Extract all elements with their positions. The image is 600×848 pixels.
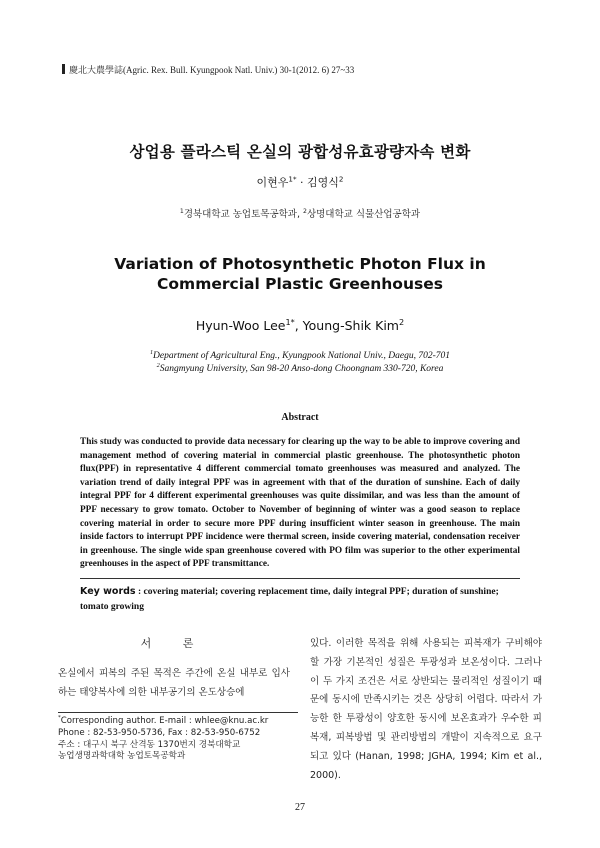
- korean-title: 상업용 플라스틱 온실의 광합성유효광량자속 변화: [129, 143, 471, 161]
- english-author-1: Hyun-Woo Lee: [195, 318, 286, 333]
- korean-affiliations: [0, 206, 600, 220]
- english-author-2-sup: 2: [398, 316, 405, 327]
- english-affil-2: Sangmyung University, San 98-20 Anso-dong Choongnam 330-720, Korea: [159, 364, 444, 374]
- footnote-line-1: [58, 716, 298, 728]
- english-authors: [0, 318, 600, 333]
- header-bar-mark: [62, 64, 65, 74]
- keywords: [80, 578, 520, 615]
- introduction-heading: 서 론: [140, 637, 208, 650]
- abstract-heading: Abstract: [281, 412, 319, 423]
- korean-authors: [0, 174, 600, 190]
- footnote-line-3: 주소 : 대구시 북구 산격동 1370번지 경북대학교: [58, 739, 241, 750]
- keywords-text: : covering material; covering replacement time, daily integral PPF; duration of sunshine; tomato growing: [80, 587, 499, 612]
- english-affil-1: Department of Agricultural Eng., Kyungpook National Univ., Daegu, 702-701: [153, 351, 451, 361]
- english-affil-line-2: [0, 363, 600, 376]
- korean-author-1-sup: 1*: [288, 174, 297, 184]
- english-affil-line-1: [0, 350, 600, 363]
- footnote-line-4: 농업생명과학대학 농업토목공학과: [58, 751, 186, 762]
- keywords-label: Key words: [80, 586, 136, 597]
- footnote-line-2: Phone : 82-53-950-5736, Fax : 82-53-950-6752: [58, 727, 261, 738]
- corresponding-author-footnote: [58, 712, 298, 763]
- english-author-1-sup: 1*: [285, 316, 295, 327]
- introduction-right-paragraph: 있다. 이러한 목적을 위해 사용되는 피복재가 구비해야 할 가장 기본적인 성질은 투광성과 보온성이다. 그러나 이 두 가지 조건은 서로 상반되는 물리적인 성질이기 때문에 동시에 만족시키는 것은 상당히 어렵다. 따라서 가능한 한 투광성이 양호한 동시에 보온효과가 우수한 피복재, 피복방법 및 관리방법의 개발이 지속적으로 요구되고 있다 (Hanan, 1998; JGHA, 1994; Kim et al., 2000).: [310, 638, 542, 781]
- english-author-2: Young-Shik Kim: [302, 318, 399, 333]
- korean-affil-1-sup: 1: [179, 207, 184, 215]
- english-affiliations: [0, 350, 600, 376]
- english-affil-2-sup: 2: [156, 362, 160, 369]
- english-affil-1-sup: 1: [149, 349, 154, 356]
- abstract-body: This study was conducted to provide data necessary for clearing up the way to be able to improve covering and management method of covering material in commercial plastic greenhouse. The photosynthetic photon flux(PPF) in representative 4 different commercial tomato greenhouses was measured and analyzed. The variation trend of daily integral PPF was in agreement with that of the duration of sunshine. Each of daily integral PPF for 4 different experimental greenhouses was quite dissimilar, and was less than the amount of PPF necessary to grow tomato. October to November of beginning of winter was a good season to replace covering material in order to secure more PPF during insufficient winter season in greenhouse. The main inside factors to interrupt PPF incidence were thermal screen, inside covering material, condensation receiver in greenhouse. The single wide span greenhouse covered with PO film was superior to the other experimental greenhouses in the aspect of PPF transmittance.: [80, 437, 520, 570]
- english-title: Variation of Photosynthetic Photon Flux in Commercial Plastic Greenhouses: [114, 255, 486, 293]
- korean-affil-2: 상명대학교 식물산업공학과: [306, 209, 421, 220]
- journal-citation: 慶北大農學誌(Agric. Rex. Bull. Kyungpook Natl. Univ.) 30-1(2012. 6) 27~33: [69, 65, 355, 75]
- left-column: [58, 635, 290, 702]
- footnote-mark: *: [58, 715, 61, 722]
- korean-author-1: 이현우: [256, 176, 289, 189]
- korean-author-2: 김영식: [307, 176, 339, 189]
- introduction-left-paragraph: 온실에서 피복의 주된 목적은 주간에 온실 내부로 입사하는 태양복사에 의한 내부공기의 온도상승에: [58, 668, 290, 698]
- page-number: 27: [295, 802, 305, 813]
- korean-affil-1: 경북대학교 농업토목공학과,: [183, 209, 304, 220]
- korean-author-2-sup: 2: [338, 174, 344, 184]
- korean-affil-2-sup: 2: [303, 207, 307, 215]
- footnote-email-line: Corresponding author. E-mail : whlee@knu.ac.kr: [60, 716, 269, 726]
- english-author-separator: ,: [294, 318, 303, 333]
- journal-header: [62, 63, 482, 76]
- korean-author-separator: ·: [296, 176, 308, 189]
